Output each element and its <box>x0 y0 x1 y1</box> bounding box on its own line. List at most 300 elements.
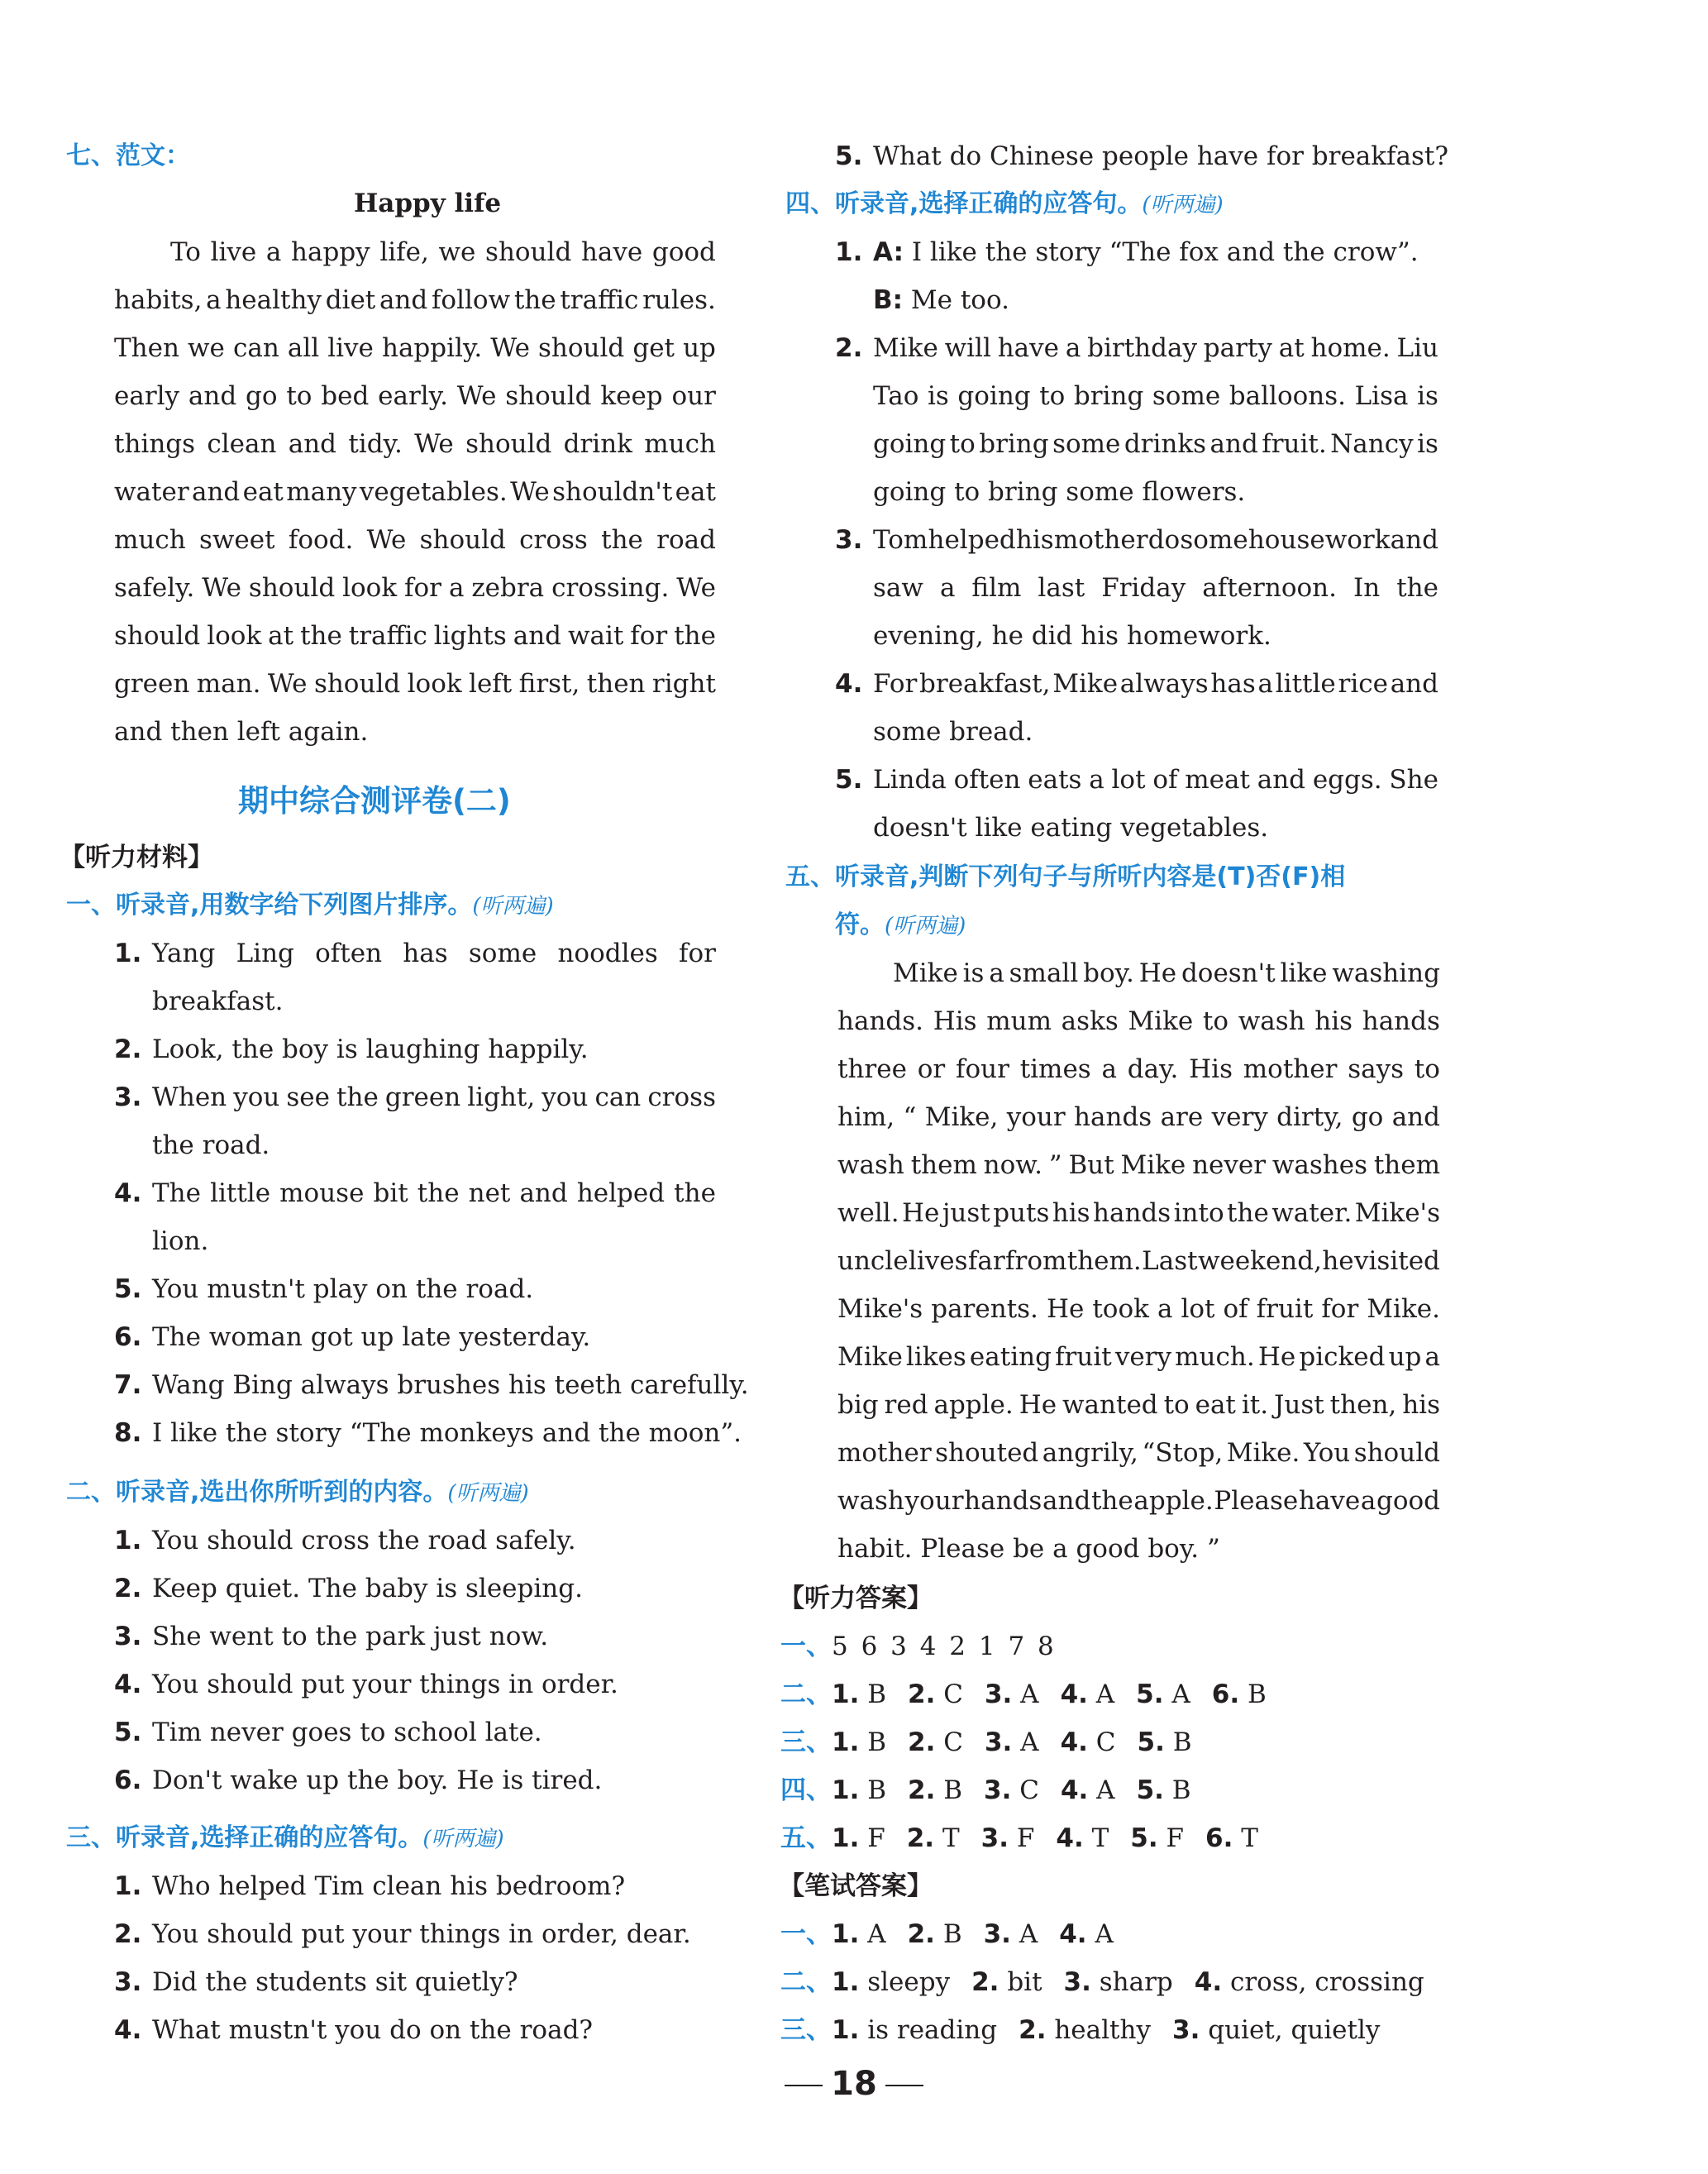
word: bring <box>1073 381 1144 411</box>
answer-number: 2. <box>907 1919 935 1949</box>
section-5-heading-line-1: 五、听录音,判断下列句子与所听内容是(T)否(F)相 <box>785 862 1346 891</box>
item-number: 1. <box>114 1871 142 1901</box>
answer-label: 一、 <box>780 1632 832 1661</box>
word: is <box>928 381 949 411</box>
answer-row <box>780 1917 1135 1952</box>
item-number: 6. <box>114 1322 142 1352</box>
word: far <box>967 1246 1005 1276</box>
word: We <box>676 573 716 603</box>
word: much <box>644 429 716 459</box>
answer-number: 4. <box>1060 1727 1088 1757</box>
word: You <box>1303 1438 1351 1468</box>
essay-line <box>114 619 716 653</box>
item-text <box>152 1080 716 1115</box>
word: green <box>114 669 190 699</box>
word: of <box>1152 765 1178 795</box>
word: times <box>1019 1054 1091 1084</box>
word: should <box>465 429 552 459</box>
word: and <box>1209 429 1258 459</box>
word: But <box>1068 1150 1114 1180</box>
passage-line <box>837 1244 1440 1278</box>
answer-value: A <box>867 1919 886 1949</box>
word: often <box>315 939 383 968</box>
word: some <box>468 939 537 968</box>
word: For <box>873 669 918 699</box>
essay-line <box>114 379 716 413</box>
item-number: 1. <box>114 1526 142 1555</box>
word: go <box>246 381 278 411</box>
word: Last <box>1142 1246 1198 1276</box>
word: and <box>1391 1102 1440 1132</box>
word: now. <box>983 1150 1042 1180</box>
word: things <box>114 429 196 459</box>
answer-value: C <box>1095 1727 1116 1757</box>
word: wash <box>1238 1006 1305 1036</box>
word: dirty, <box>1276 1102 1343 1132</box>
answer-item <box>971 1965 1042 2000</box>
word: and <box>1042 1486 1091 1516</box>
word: lives <box>908 1246 968 1276</box>
answer-number: 1. <box>832 1919 860 1949</box>
word: many <box>286 477 357 507</box>
item-text: Wang Bing always brushes his teeth carefully. <box>152 1370 749 1400</box>
word: for <box>1321 1294 1359 1324</box>
word: To <box>170 237 201 267</box>
answer-label: 三、 <box>780 1727 832 1757</box>
answer-value: B <box>1172 1727 1192 1757</box>
word: wash <box>837 1486 904 1516</box>
item-number: 4. <box>114 1178 142 1208</box>
word: big <box>837 1390 879 1420</box>
word: early. <box>378 381 448 411</box>
word: a <box>1089 765 1104 795</box>
word: Tao <box>873 381 919 411</box>
answer-label: 四、 <box>780 1775 832 1805</box>
word: three <box>837 1054 907 1084</box>
item-number: 7. <box>114 1370 142 1400</box>
word: them <box>1373 1150 1440 1180</box>
word: Mike. <box>1367 1294 1440 1324</box>
answer-number: 1. <box>832 2015 860 2045</box>
word: eats <box>1028 765 1082 795</box>
item-number: 3. <box>114 1082 142 1112</box>
item-number: 5. <box>835 765 863 795</box>
word: well. <box>837 1198 899 1228</box>
essay-line <box>114 427 716 461</box>
item-number: 4. <box>835 669 863 699</box>
word: our <box>671 381 716 411</box>
answer-number: 2. <box>908 1727 936 1757</box>
answer-number: 2. <box>908 1775 936 1805</box>
answer-item <box>1061 1773 1115 1808</box>
section-1-heading: 一、听录音,用数字给下列图片排序。(听两遍) <box>66 891 554 920</box>
item-text <box>873 331 1438 366</box>
word: Mike <box>873 333 938 363</box>
answer-number: 3. <box>1063 1967 1091 1997</box>
essay-line <box>114 283 716 318</box>
answer-number: 4. <box>1059 1919 1087 1949</box>
word: day. <box>1127 1054 1179 1084</box>
word: last <box>1038 573 1085 603</box>
passage-line <box>837 1148 1440 1183</box>
word: meat <box>1185 765 1250 795</box>
word: visited <box>1354 1246 1440 1276</box>
word: hands <box>1362 1006 1440 1036</box>
word: his <box>1314 1006 1353 1036</box>
word: look <box>407 669 462 699</box>
word: hands. <box>837 1006 924 1036</box>
essay-line: and then left again. <box>114 717 369 747</box>
word: breakfast, <box>919 669 1051 699</box>
word: them <box>910 1150 977 1180</box>
answer-sequence: 5 6 3 4 2 1 7 8 <box>832 1632 1054 1661</box>
passage-line <box>893 956 1440 991</box>
word: sweet <box>198 525 275 555</box>
word: always <box>1119 669 1209 699</box>
word: We <box>202 573 241 603</box>
word: his <box>1052 1198 1090 1228</box>
answer-value: B <box>1171 1775 1191 1805</box>
word: first, <box>518 669 580 699</box>
answer-value: A <box>1095 1679 1115 1709</box>
word: home. <box>1310 333 1391 363</box>
word: Mike. <box>1226 1438 1300 1468</box>
answer-label: 一、 <box>780 1919 832 1949</box>
answer-item <box>1212 1677 1267 1712</box>
answer-value: C <box>1019 1775 1039 1805</box>
word: food. <box>288 525 354 555</box>
answer-value: A <box>1020 1727 1039 1757</box>
item-text: lion. <box>152 1226 209 1256</box>
word: very <box>1211 1102 1268 1132</box>
word: a <box>265 237 282 267</box>
word: it. <box>1241 1390 1269 1420</box>
word: small <box>1009 958 1079 988</box>
word: film <box>971 573 1022 603</box>
answer-number: 4. <box>1060 1775 1089 1805</box>
word: good <box>651 237 716 267</box>
word: boy. <box>1083 958 1134 988</box>
word: He <box>1019 1390 1057 1420</box>
item-line <box>835 667 1438 701</box>
item-text: Don't wake up the boy. He is tired. <box>152 1765 603 1795</box>
item-line <box>114 1667 618 1702</box>
word: balloons. <box>1229 381 1347 411</box>
answer-number: 6. <box>1205 1823 1233 1853</box>
item-line <box>835 762 1438 797</box>
answer-item <box>832 1917 886 1952</box>
word: net <box>468 1178 511 1208</box>
word: man. <box>196 669 261 699</box>
answer-item <box>1130 1821 1184 1856</box>
word: We <box>366 525 407 555</box>
word: should <box>505 381 592 411</box>
answer-value: T <box>1091 1823 1109 1853</box>
passage-line <box>837 1196 1440 1230</box>
item-line <box>114 1763 602 1798</box>
word: you <box>542 1082 589 1112</box>
word: to <box>1039 381 1066 411</box>
word: His <box>1189 1054 1233 1084</box>
word: he <box>1322 1246 1354 1276</box>
item-number: 4. <box>114 2015 142 2045</box>
word: often <box>953 765 1021 795</box>
word: puts <box>993 1198 1050 1228</box>
word: a <box>448 573 465 603</box>
answer-number: 4. <box>1056 1823 1084 1853</box>
word: We <box>510 477 550 507</box>
word: Linda <box>873 765 947 795</box>
word: your <box>904 1486 964 1516</box>
answer-label: 二、 <box>780 1679 832 1709</box>
passage-line <box>837 1340 1440 1374</box>
item-number: 2. <box>835 333 863 363</box>
word: will <box>944 333 991 363</box>
answer-number: 3. <box>983 1919 1011 1949</box>
word: then <box>586 669 646 699</box>
answer-label: 二、 <box>780 1967 832 1997</box>
word: the <box>1227 1198 1269 1228</box>
dash-right <box>885 2085 923 2086</box>
word: helped <box>928 525 1016 555</box>
word: angrily, <box>1042 1438 1138 1468</box>
item-line <box>114 1032 589 1067</box>
item-text: going to bring some flowers. <box>873 477 1246 507</box>
item-line <box>114 1523 576 1558</box>
word: has <box>403 939 448 968</box>
word: hands <box>1093 1198 1171 1228</box>
item-line <box>873 571 1438 605</box>
word: look <box>207 621 262 651</box>
answer-value: B <box>867 1775 886 1805</box>
answer-item <box>1195 1965 1424 2000</box>
answer-number: 3. <box>984 1775 1012 1805</box>
answer-item <box>1061 1725 1116 1760</box>
word: just <box>942 1198 990 1228</box>
essay-line <box>114 523 716 557</box>
word: like <box>1280 958 1328 988</box>
word: at <box>1278 333 1305 363</box>
word: much <box>114 525 186 555</box>
essay-line <box>114 331 716 366</box>
answer-number: 4. <box>1194 1967 1223 1997</box>
word: and <box>191 477 241 507</box>
word: apple. <box>933 1390 1014 1420</box>
answer-number: 2. <box>908 1679 936 1709</box>
word: Mike's <box>837 1294 923 1324</box>
word: wash <box>837 1150 904 1180</box>
test-title: 期中综合测评卷(二) <box>238 783 511 819</box>
word: to <box>1414 1054 1440 1084</box>
word: When <box>152 1082 227 1112</box>
word: rules. <box>642 285 716 315</box>
answer-value: A <box>1019 1919 1038 1949</box>
word: a <box>1257 669 1273 699</box>
item-text: Tim never goes to school late. <box>152 1718 542 1747</box>
word: for <box>630 621 668 651</box>
listening-material-label: 【听力材料】 <box>60 843 213 872</box>
word: the <box>601 525 643 555</box>
section-3-heading: 三、听录音,选择正确的应答句。(听两遍) <box>66 1823 504 1852</box>
word: Friday <box>1101 573 1186 603</box>
word: safely. <box>114 573 195 603</box>
answer-number: 1. <box>832 1679 860 1709</box>
answer-row <box>780 1725 1214 1760</box>
answer-item <box>1059 1917 1114 1952</box>
answer-value: C <box>943 1679 963 1709</box>
word: cross <box>647 1082 716 1112</box>
essay-line <box>170 235 716 270</box>
word: mouse <box>279 1178 365 1208</box>
answer-number: 1. <box>832 1775 860 1805</box>
word: follow <box>431 285 511 315</box>
item-text: doesn't like eating vegetables. <box>873 813 1269 843</box>
word: to <box>1163 1390 1190 1420</box>
answer-item <box>832 1725 886 1760</box>
word: We <box>267 669 308 699</box>
word: for <box>678 939 716 968</box>
answer-number: 5. <box>1137 1727 1165 1757</box>
word: bed <box>321 381 370 411</box>
item-number: 4. <box>114 1670 142 1699</box>
word: Tom <box>873 525 928 555</box>
word: and <box>288 429 337 459</box>
answer-item <box>1136 1677 1190 1712</box>
word: going <box>873 429 947 459</box>
answer-value: cross, crossing <box>1230 1967 1424 1997</box>
word: mum <box>986 1006 1052 1036</box>
word: have <box>1298 1486 1361 1516</box>
word: traffic <box>560 285 639 315</box>
item-line <box>114 1080 716 1115</box>
word: Then <box>114 333 179 363</box>
item-number: 2. <box>114 1574 142 1603</box>
word: a <box>1360 1486 1376 1516</box>
word: Mike <box>1052 669 1119 699</box>
word: we <box>438 237 476 267</box>
word: little <box>210 1178 271 1208</box>
word: a <box>1065 333 1081 363</box>
word: weekend, <box>1197 1246 1322 1276</box>
answer-value: B <box>867 1727 886 1757</box>
word: up <box>683 333 716 363</box>
answer-item <box>985 1725 1039 1760</box>
dash-left <box>785 2085 823 2086</box>
word: a <box>939 573 956 603</box>
word: diet <box>325 285 376 315</box>
answer-item <box>832 1773 886 1808</box>
word: the <box>336 1082 379 1112</box>
word: Ling <box>236 939 294 968</box>
word: we <box>188 333 225 363</box>
word: the <box>300 621 342 651</box>
word: a <box>206 285 222 315</box>
answer-value: F <box>867 1823 885 1853</box>
word: light, <box>467 1082 536 1112</box>
word: the <box>417 1178 460 1208</box>
word: happy <box>291 237 370 267</box>
answer-number: 1. <box>832 1967 860 1997</box>
item-number: 6. <box>114 1765 142 1795</box>
word: can <box>232 333 279 363</box>
word: Just <box>1273 1390 1324 1420</box>
section-2-heading: 二、听录音,选出你所听到的内容。(听两遍) <box>66 1478 529 1507</box>
word: get <box>632 333 675 363</box>
word: him, <box>837 1102 895 1132</box>
word: ” <box>1048 1150 1062 1180</box>
word: clean <box>207 429 277 459</box>
word: water <box>114 477 189 507</box>
word: In <box>1353 573 1381 603</box>
word: vegetables. <box>359 477 508 507</box>
word: Lisa <box>1354 381 1409 411</box>
section-4-heading: 四、听录音,选择正确的应答句。(听两遍) <box>785 189 1224 218</box>
answer-value: quiet, quietly <box>1208 2015 1381 2045</box>
answer-number: 1. <box>832 1727 860 1757</box>
word: bit <box>373 1178 408 1208</box>
word: housework <box>1248 525 1391 555</box>
word: are <box>1160 1102 1204 1132</box>
answer-item <box>908 1677 963 1712</box>
word: early <box>114 381 180 411</box>
passage-line: habit. Please be a good boy. ” <box>837 1534 1220 1564</box>
word: a <box>989 958 1004 988</box>
word: He <box>1046 1294 1085 1324</box>
answer-number: 3. <box>980 1823 1009 1853</box>
word: green <box>384 1082 461 1112</box>
word: cross <box>519 525 588 555</box>
word: asks <box>1061 1006 1119 1036</box>
word: look <box>342 573 398 603</box>
word: doesn't <box>1181 958 1276 988</box>
word: hands <box>1074 1102 1152 1132</box>
word: should <box>248 573 336 603</box>
item-line <box>152 1224 208 1259</box>
answer-item <box>908 1725 963 1760</box>
word: fruit <box>1055 1342 1112 1372</box>
word: your <box>1006 1102 1066 1132</box>
answer-item <box>1172 2013 1380 2047</box>
answer-value: C <box>943 1727 963 1757</box>
answer-value: F <box>1016 1823 1035 1853</box>
word: picked <box>1299 1342 1386 1372</box>
word: live <box>210 237 257 267</box>
item-number: 8. <box>114 1418 142 1448</box>
word: likes <box>905 1342 966 1372</box>
answer-number: 5. <box>1130 1823 1158 1853</box>
item-text: What mustn't you do on the road? <box>152 2015 594 2045</box>
item-line <box>873 475 1245 509</box>
word: have <box>997 333 1060 363</box>
word: We <box>490 333 530 363</box>
word: the <box>1396 573 1438 603</box>
answer-row <box>780 1677 1288 1712</box>
word: should <box>114 621 201 651</box>
word: eat <box>242 477 284 507</box>
word: shouted <box>935 1438 1039 1468</box>
word: He <box>902 1198 940 1228</box>
item-line <box>873 810 1268 845</box>
word: “ <box>903 1102 917 1132</box>
answer-item <box>985 1677 1039 1712</box>
word: Liu <box>1396 333 1438 363</box>
item-line <box>114 1571 583 1606</box>
word: shouldn't <box>552 477 673 507</box>
word: Mike <box>1120 1150 1186 1180</box>
answer-value: A <box>1096 1775 1115 1805</box>
word: bring <box>979 429 1049 459</box>
item-line <box>114 1917 691 1952</box>
